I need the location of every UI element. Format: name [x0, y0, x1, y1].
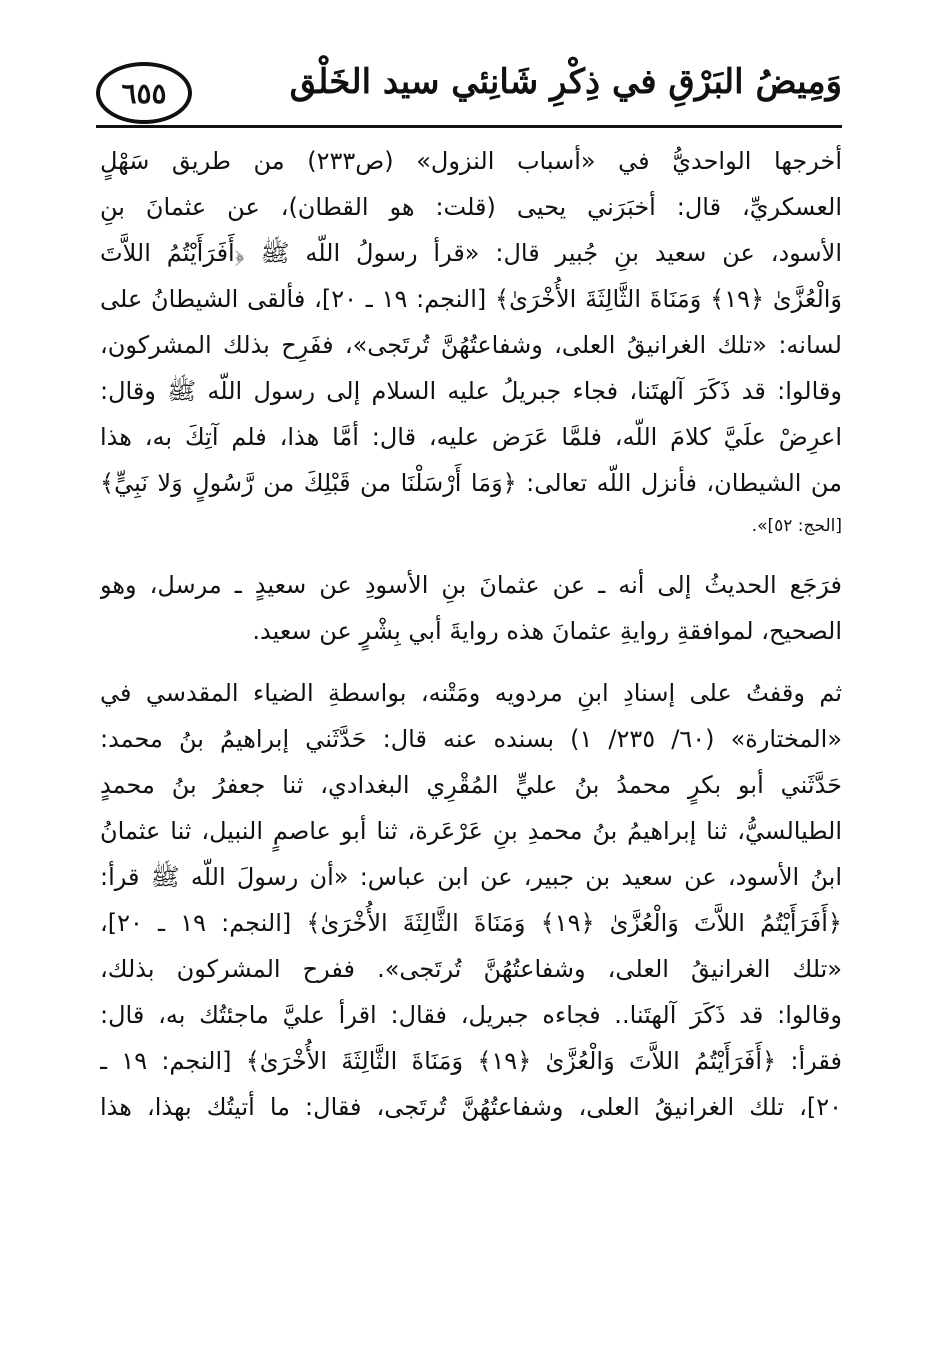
text-line: «تلك الغرانيقُ العلى، وشفاعتُهُنَّ تُرتَجى». ففرح المشركون بذلك،: [100, 955, 842, 983]
body-text: [100, 138, 842, 1130]
paragraph-gap: [100, 654, 842, 670]
text-line: وقالوا: قد ذَكَرَ آلهتَنا، فجاء جبريلُ عليه السلام إلى رسول اللّه ﷺ وقال:: [100, 377, 842, 405]
text-line: ابنُ الأسود، عن سعيد بن جبير، عن ابن عباس: «أن رسولَ اللّه ﷺ قرأ:: [100, 863, 842, 891]
paragraph: [100, 670, 842, 1130]
text-line: أخرجها الواحديُّ في «أسباب النزول» (ص٢٣٣) من طريق سَهْلٍ: [100, 147, 842, 175]
text-line: «المختارة» (٦٠/ ٢٣٥/ ١) بسنده عنه قال: حَدَّثَني إبراهيمُ بنُ محمد:: [100, 725, 842, 753]
text-line: الصحيح، لموافقةِ روايةِ عثمانَ هذه روايةَ أبي بِشْرٍ عن سعيد.: [252, 617, 842, 645]
paragraph-gap: [100, 546, 842, 562]
paragraph: [100, 562, 842, 654]
citation-line: [الحج: ٥٢]».: [751, 516, 842, 536]
text-line: وقالوا: قد ذَكَرَ آلهتَنا.. فجاءه جبريل، فقال: اقرأ عليَّ ماجئتُك به، قال:: [100, 1001, 842, 1029]
text-line: فقرأ: ﴿أَفَرَأَيْتُمُ اللاَّتَ وَالْعُزَّىٰ ﴿١٩﴾ وَمَنَاةَ الثَّالِثَةَ الأُخْرَىٰ﴾ [النجم: ١٩ ـ: [100, 1047, 842, 1075]
page-header: [96, 56, 842, 128]
text-line: اعرِضْ علَيَّ كلامَ اللّه، فلمَّا عَرَض عليه، قال: أمَّا هذا، فلم آتِكَ به، هذا: [100, 423, 842, 451]
text-line: فرَجَع الحديثُ إلى أنه ـ عن عثمانَ بنِ الأسودِ عن سعيدٍ ـ مرسل، وهو: [100, 571, 842, 599]
text-line: ﴿أَفَرَأَيْتُمُ اللاَّتَ وَالْعُزَّىٰ ﴿١٩﴾ وَمَنَاةَ الثَّالِثَةَ الأُخْرَىٰ﴾ [النجم: ١٩ ـ ٢٠]،: [100, 909, 842, 937]
text-line: الطيالسيُّ، ثنا إبراهيمُ بنُ محمدِ بنِ عَرْعَرة، ثنا أبو عاصمٍ النبيل، ثنا عثمانُ: [100, 817, 842, 845]
page-number: ٦٥٥: [96, 62, 192, 124]
header-rule: [96, 125, 842, 128]
text-line: لسانه: «تلك الغرانيقُ العلى، وشفاعتُهُنَّ تُرتَجى»، ففَرِح بذلك المشركون،: [100, 331, 842, 359]
text-line: من الشيطان، فأنزل اللّه تعالى: ﴿وَمَا أَرْسَلْنَا من قَبْلِكَ من رَّسُولٍ وَلا نَبِيٍّ﴾: [100, 469, 842, 497]
text-line: الأسود، عن سعيد بنِ جُبير قال: «قرأ رسولُ اللّه ﷺ ﴿أَفَرَأَيْتُمُ اللاَّتَ: [100, 239, 842, 267]
text-line: حَدَّثَني أبو بكرٍ محمدُ بنُ عليٍّ المُقْرِي البغدادي، ثنا جعفرُ بنُ محمدٍ: [100, 771, 842, 799]
running-title: وَمِيضُ البَرْقِ في ذِكْرِ شَانِئي سيد الخَلْق: [289, 62, 842, 102]
text-line: العسكريِّ، قال: أخبَرَني يحيى (قلت: هو القطان)، عن عثمانَ بنِ: [100, 193, 842, 221]
text-line: ثم وقفتُ على إسنادِ ابنِ مردويه ومَتْنه، بواسطةِ الضياء المقدسي في: [100, 679, 842, 707]
paragraph: [100, 138, 842, 546]
text-line: ٢٠]، تلك الغرانيقُ العلى، وشفاعتُهُنَّ تُرتَجى، فقال: ما أتيتُك بهذا، هذا: [100, 1093, 842, 1121]
text-line: وَالْعُزَّىٰ ﴿١٩﴾ وَمَنَاةَ الثَّالِثَةَ الأُخْرَىٰ﴾ [النجم: ١٩ ـ ٢٠]، فألقى الشيطانُ على: [100, 285, 842, 313]
